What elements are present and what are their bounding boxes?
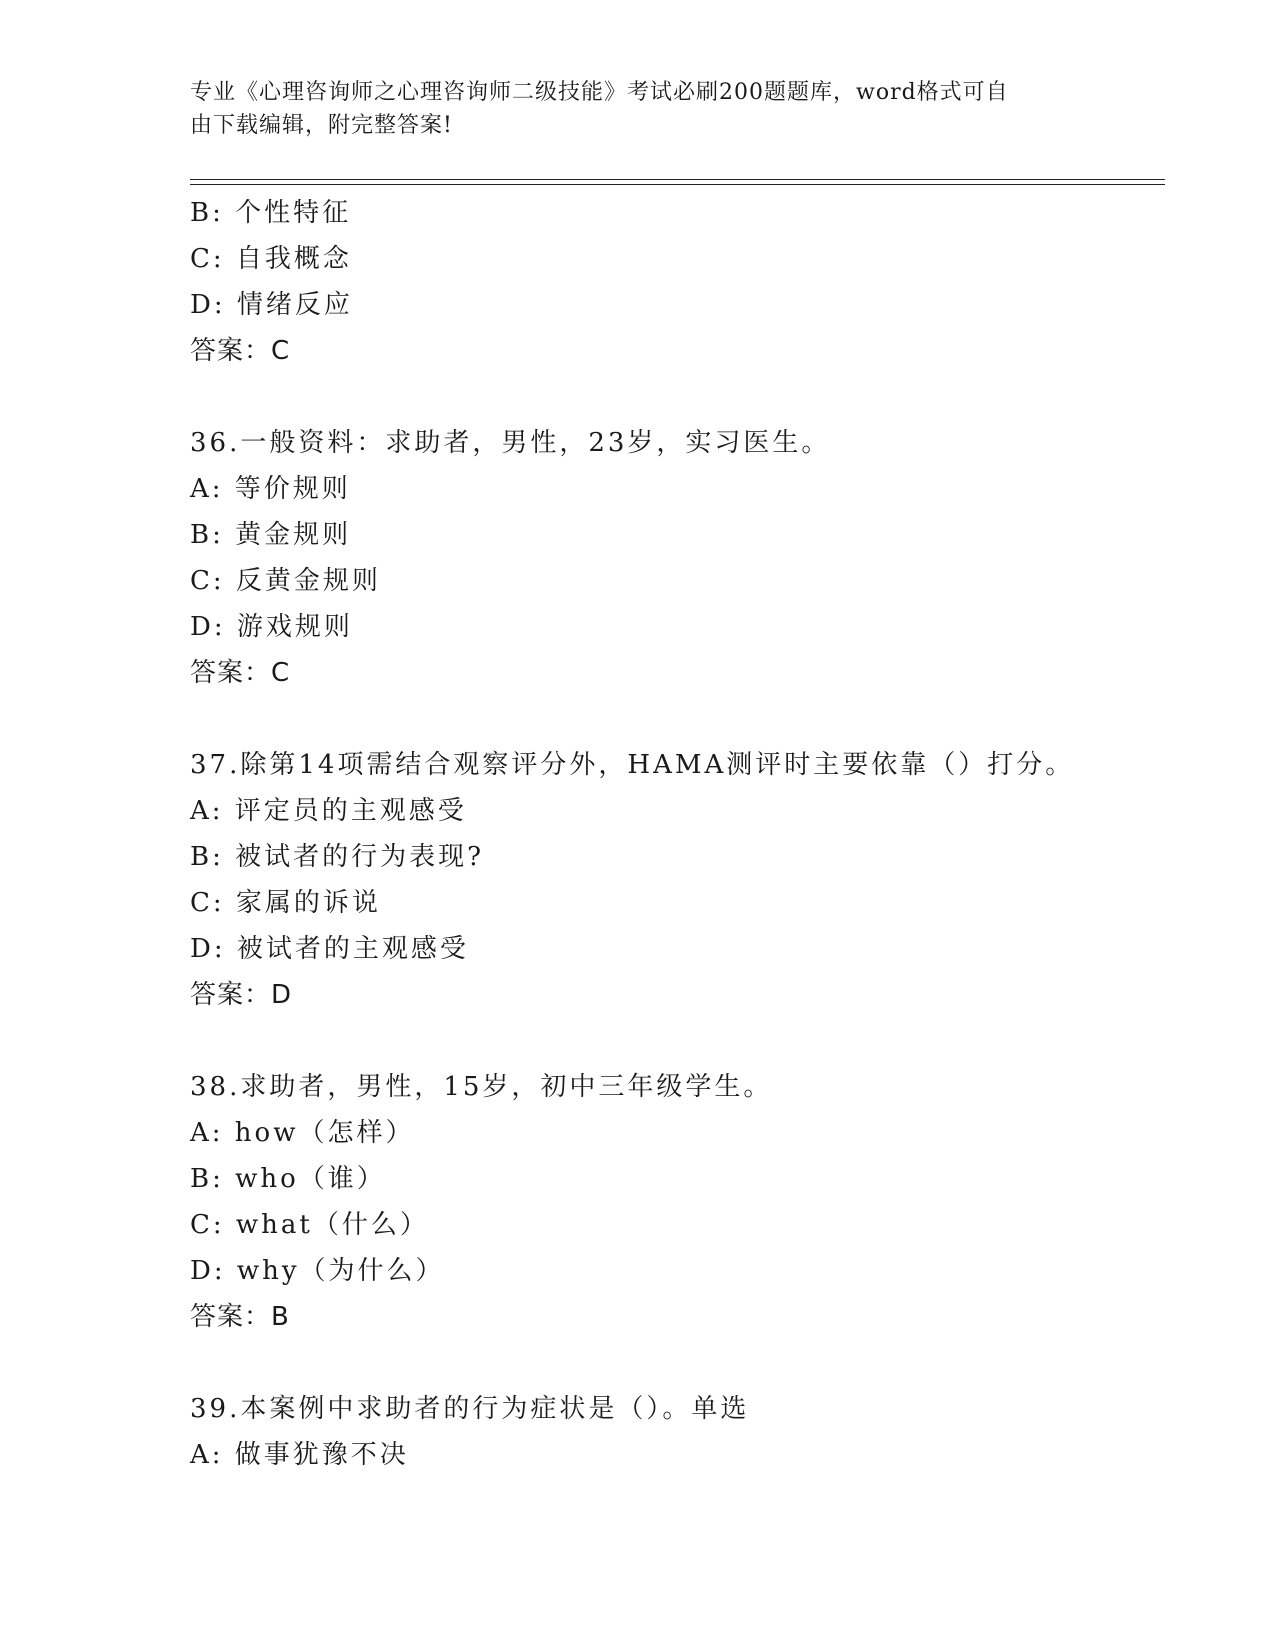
answer-line: 答案：C [190,336,291,366]
option-c: C: 自我概念 [190,244,352,274]
option-c: C: 反黄金规则 [190,566,381,596]
question-stem: 36.一般资料：求助者，男性，23岁，实习医生。 [190,428,831,458]
option-a: A: 做事犹豫不决 [190,1440,409,1470]
option-a: A: 评定员的主观感受 [190,796,467,826]
answer-line: 答案：B [190,1302,290,1332]
question-list [190,190,1150,1478]
header-line-2: 由下载编辑，附完整答案! [190,113,453,138]
question-stem: 39.本案例中求助者的行为症状是（）。单选 [190,1394,750,1424]
answer-line: 答案：C [190,658,291,688]
option-a: A: how（怎样） [190,1118,415,1148]
question-block-37 [190,742,1150,1018]
option-d: D: 情绪反应 [190,290,353,320]
option-b: B: 被试者的行为表现? [190,842,485,872]
option-b: B: 个性特征 [190,198,352,228]
question-block-35 [190,190,1150,374]
option-c: C: what（什么） [190,1210,429,1240]
answer-line: 答案：D [190,980,293,1010]
question-stem: 38.求助者，男性，15岁，初中三年级学生。 [190,1072,773,1102]
option-c: C: 家属的诉说 [190,888,381,918]
question-block-36 [190,420,1150,696]
header-divider-top [190,179,1165,180]
option-d: D: 游戏规则 [190,612,353,642]
question-stem: 37.除第14项需结合观察评分外，HAMA测评时主要依靠（）打分。 [190,750,1075,780]
option-d: D: 被试者的主观感受 [190,934,469,964]
header-divider-bottom [190,184,1165,185]
option-b: B: 黄金规则 [190,520,352,550]
document-header [190,76,1090,142]
header-line-1: 专业《心理咨询师之心理咨询师二级技能》考试必刷200题题库，word格式可自 [190,80,1009,105]
option-b: B: who（谁） [190,1164,386,1194]
option-d: D: why（为什么） [190,1256,445,1286]
option-a: A: 等价规则 [190,474,351,504]
question-block-38 [190,1064,1150,1340]
question-block-39 [190,1386,1150,1478]
